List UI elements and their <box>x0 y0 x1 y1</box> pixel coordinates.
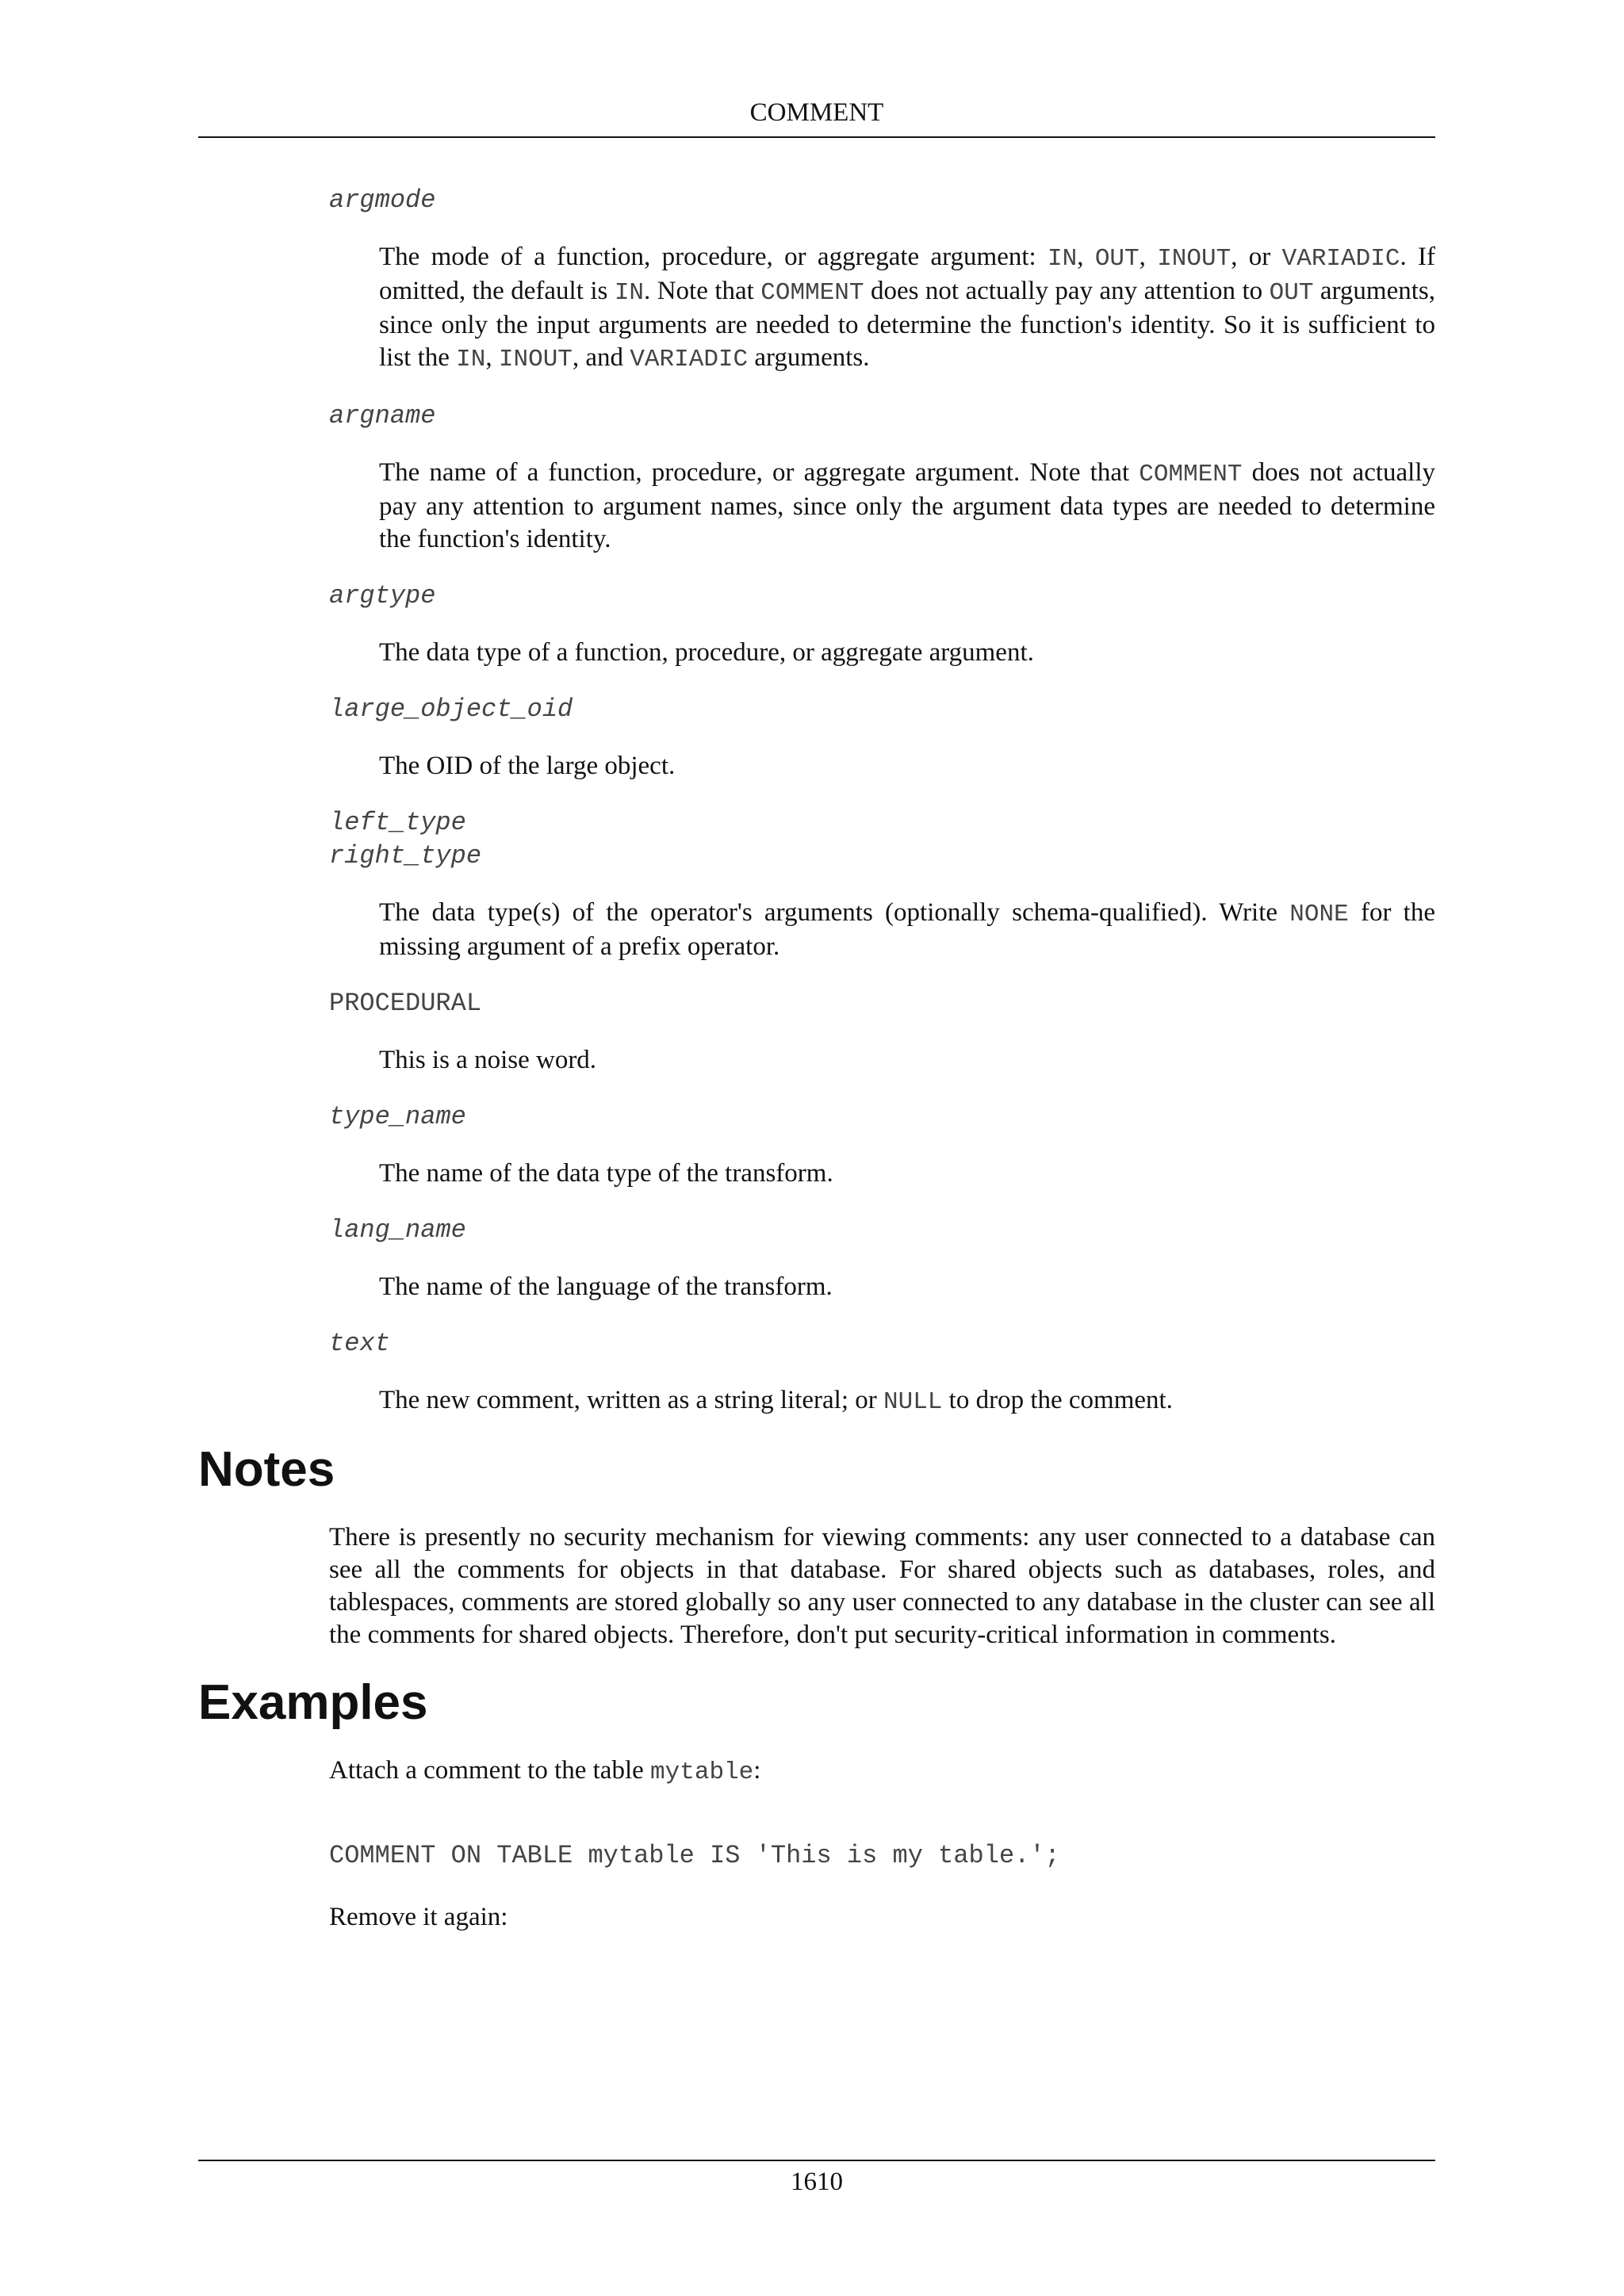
parameter-term: argtype <box>329 581 436 610</box>
description-text: to drop the comment. <box>942 1386 1173 1414</box>
parameter-description <box>379 1384 1435 1418</box>
parameter-term: argmode <box>329 186 436 215</box>
parameter-term: text <box>329 1329 390 1358</box>
inline-code: VARIADIC <box>630 346 749 373</box>
inline-code: COMMENT <box>760 279 864 307</box>
page-number: 1610 <box>791 2168 843 2196</box>
inline-code: IN <box>614 279 645 307</box>
description-text: This is a noise word. <box>379 1046 597 1074</box>
description-text: The name of the data type of the transform. <box>379 1159 833 1188</box>
inline-code: OUT <box>1094 245 1139 273</box>
parameter-term: left_type <box>329 808 466 837</box>
description-text: , <box>1139 243 1158 271</box>
description-text: , and <box>572 343 630 372</box>
parameter-list <box>198 184 1435 1418</box>
parameter-entry <box>198 1327 1435 1418</box>
inline-code: IN <box>1048 245 1078 273</box>
parameter-entry <box>198 580 1435 669</box>
parameter-description <box>379 897 1435 963</box>
description-text: The name of the language of the transform. <box>379 1272 833 1301</box>
remove-text: Remove it again: <box>329 1903 508 1931</box>
parameter-description <box>379 241 1435 376</box>
examples-intro-text: Attach a comment to the table <box>329 1756 651 1785</box>
parameter-term: argname <box>329 401 436 430</box>
parameter-term: lang_name <box>329 1215 466 1245</box>
examples-intro-colon: : <box>753 1756 761 1785</box>
parameter-description <box>379 457 1435 556</box>
description-text: for the missing argument of a prefix operator. <box>379 898 1435 961</box>
description-text: The new comment, written as a string literal; or <box>379 1386 883 1414</box>
description-text: , <box>485 343 499 372</box>
inline-code: COMMENT <box>1139 461 1243 488</box>
description-text: The name of a function, procedure, or aggregate argument. Note that <box>379 458 1139 487</box>
examples-intro <box>329 1755 1435 1789</box>
parameter-entry <box>198 184 1435 376</box>
inline-code: NULL <box>883 1388 943 1416</box>
examples-heading: Examples <box>198 1675 428 1730</box>
inline-code: INOUT <box>1157 245 1231 273</box>
running-header: COMMENT <box>749 98 884 127</box>
example-code: COMMENT ON TABLE mytable IS 'This is my table.'; <box>329 1841 1060 1870</box>
parameter-description <box>379 750 1435 783</box>
parameter-description <box>379 1158 1435 1190</box>
description-text: The mode of a function, procedure, or aggregate argument: <box>379 243 1048 271</box>
parameter-term: type_name <box>329 1102 466 1131</box>
notes-paragraph: There is presently no security mechanism for viewing comments: any user connected to a database can see all the comments for objects in that database. For shared objects such as databases, roles, and tablespaces, comments are stored globally so any user connected to any database in the cluster can see all the comments for shared objects. Therefore, don't put security-critical information in comments. <box>329 1523 1435 1649</box>
description-text: . If omitted, the default is <box>379 243 1436 305</box>
parameter-entry <box>198 1100 1435 1190</box>
description-text: arguments, since only the input arguments are needed to determine the function's identity. So it is sufficient to list the <box>379 277 1435 372</box>
parameter-term: large_object_oid <box>329 695 573 724</box>
parameter-description <box>379 1271 1435 1303</box>
parameter-entry <box>198 987 1435 1077</box>
parameter-entry <box>198 1214 1435 1303</box>
description-text: , <box>1077 243 1095 271</box>
description-text: , or <box>1231 243 1282 271</box>
inline-code: INOUT <box>498 346 573 373</box>
inline-code: VARIADIC <box>1281 245 1400 273</box>
description-text: The OID of the large object. <box>379 752 676 780</box>
parameter-entry <box>198 806 1435 963</box>
inline-code: OUT <box>1269 279 1314 307</box>
description-text: The data type of a function, procedure, or aggregate argument. <box>379 638 1034 667</box>
inline-code: IN <box>456 346 486 373</box>
table-name-code: mytable <box>650 1758 754 1786</box>
description-text: does not actually pay any attention to argument names, since only the argument data types are needed to determine the function's identity. <box>379 458 1436 553</box>
parameter-entry <box>198 400 1435 556</box>
footer-rule <box>198 2160 1435 2161</box>
notes-heading: Notes <box>198 1442 335 1497</box>
description-text: . Note that <box>644 277 761 305</box>
parameter-term: PROCEDURAL <box>329 989 482 1018</box>
page-content <box>198 184 1435 1957</box>
description-text: The data type(s) of the operator's arguments (optionally schema-qualified). Write <box>379 898 1290 927</box>
parameter-entry <box>198 693 1435 783</box>
description-text: does not actually pay any attention to <box>864 277 1270 305</box>
parameter-description <box>379 637 1435 669</box>
parameter-description <box>379 1044 1435 1077</box>
header-rule <box>198 136 1435 138</box>
description-text: arguments. <box>748 343 870 372</box>
inline-code: NONE <box>1289 901 1349 928</box>
parameter-term: right_type <box>329 841 482 871</box>
